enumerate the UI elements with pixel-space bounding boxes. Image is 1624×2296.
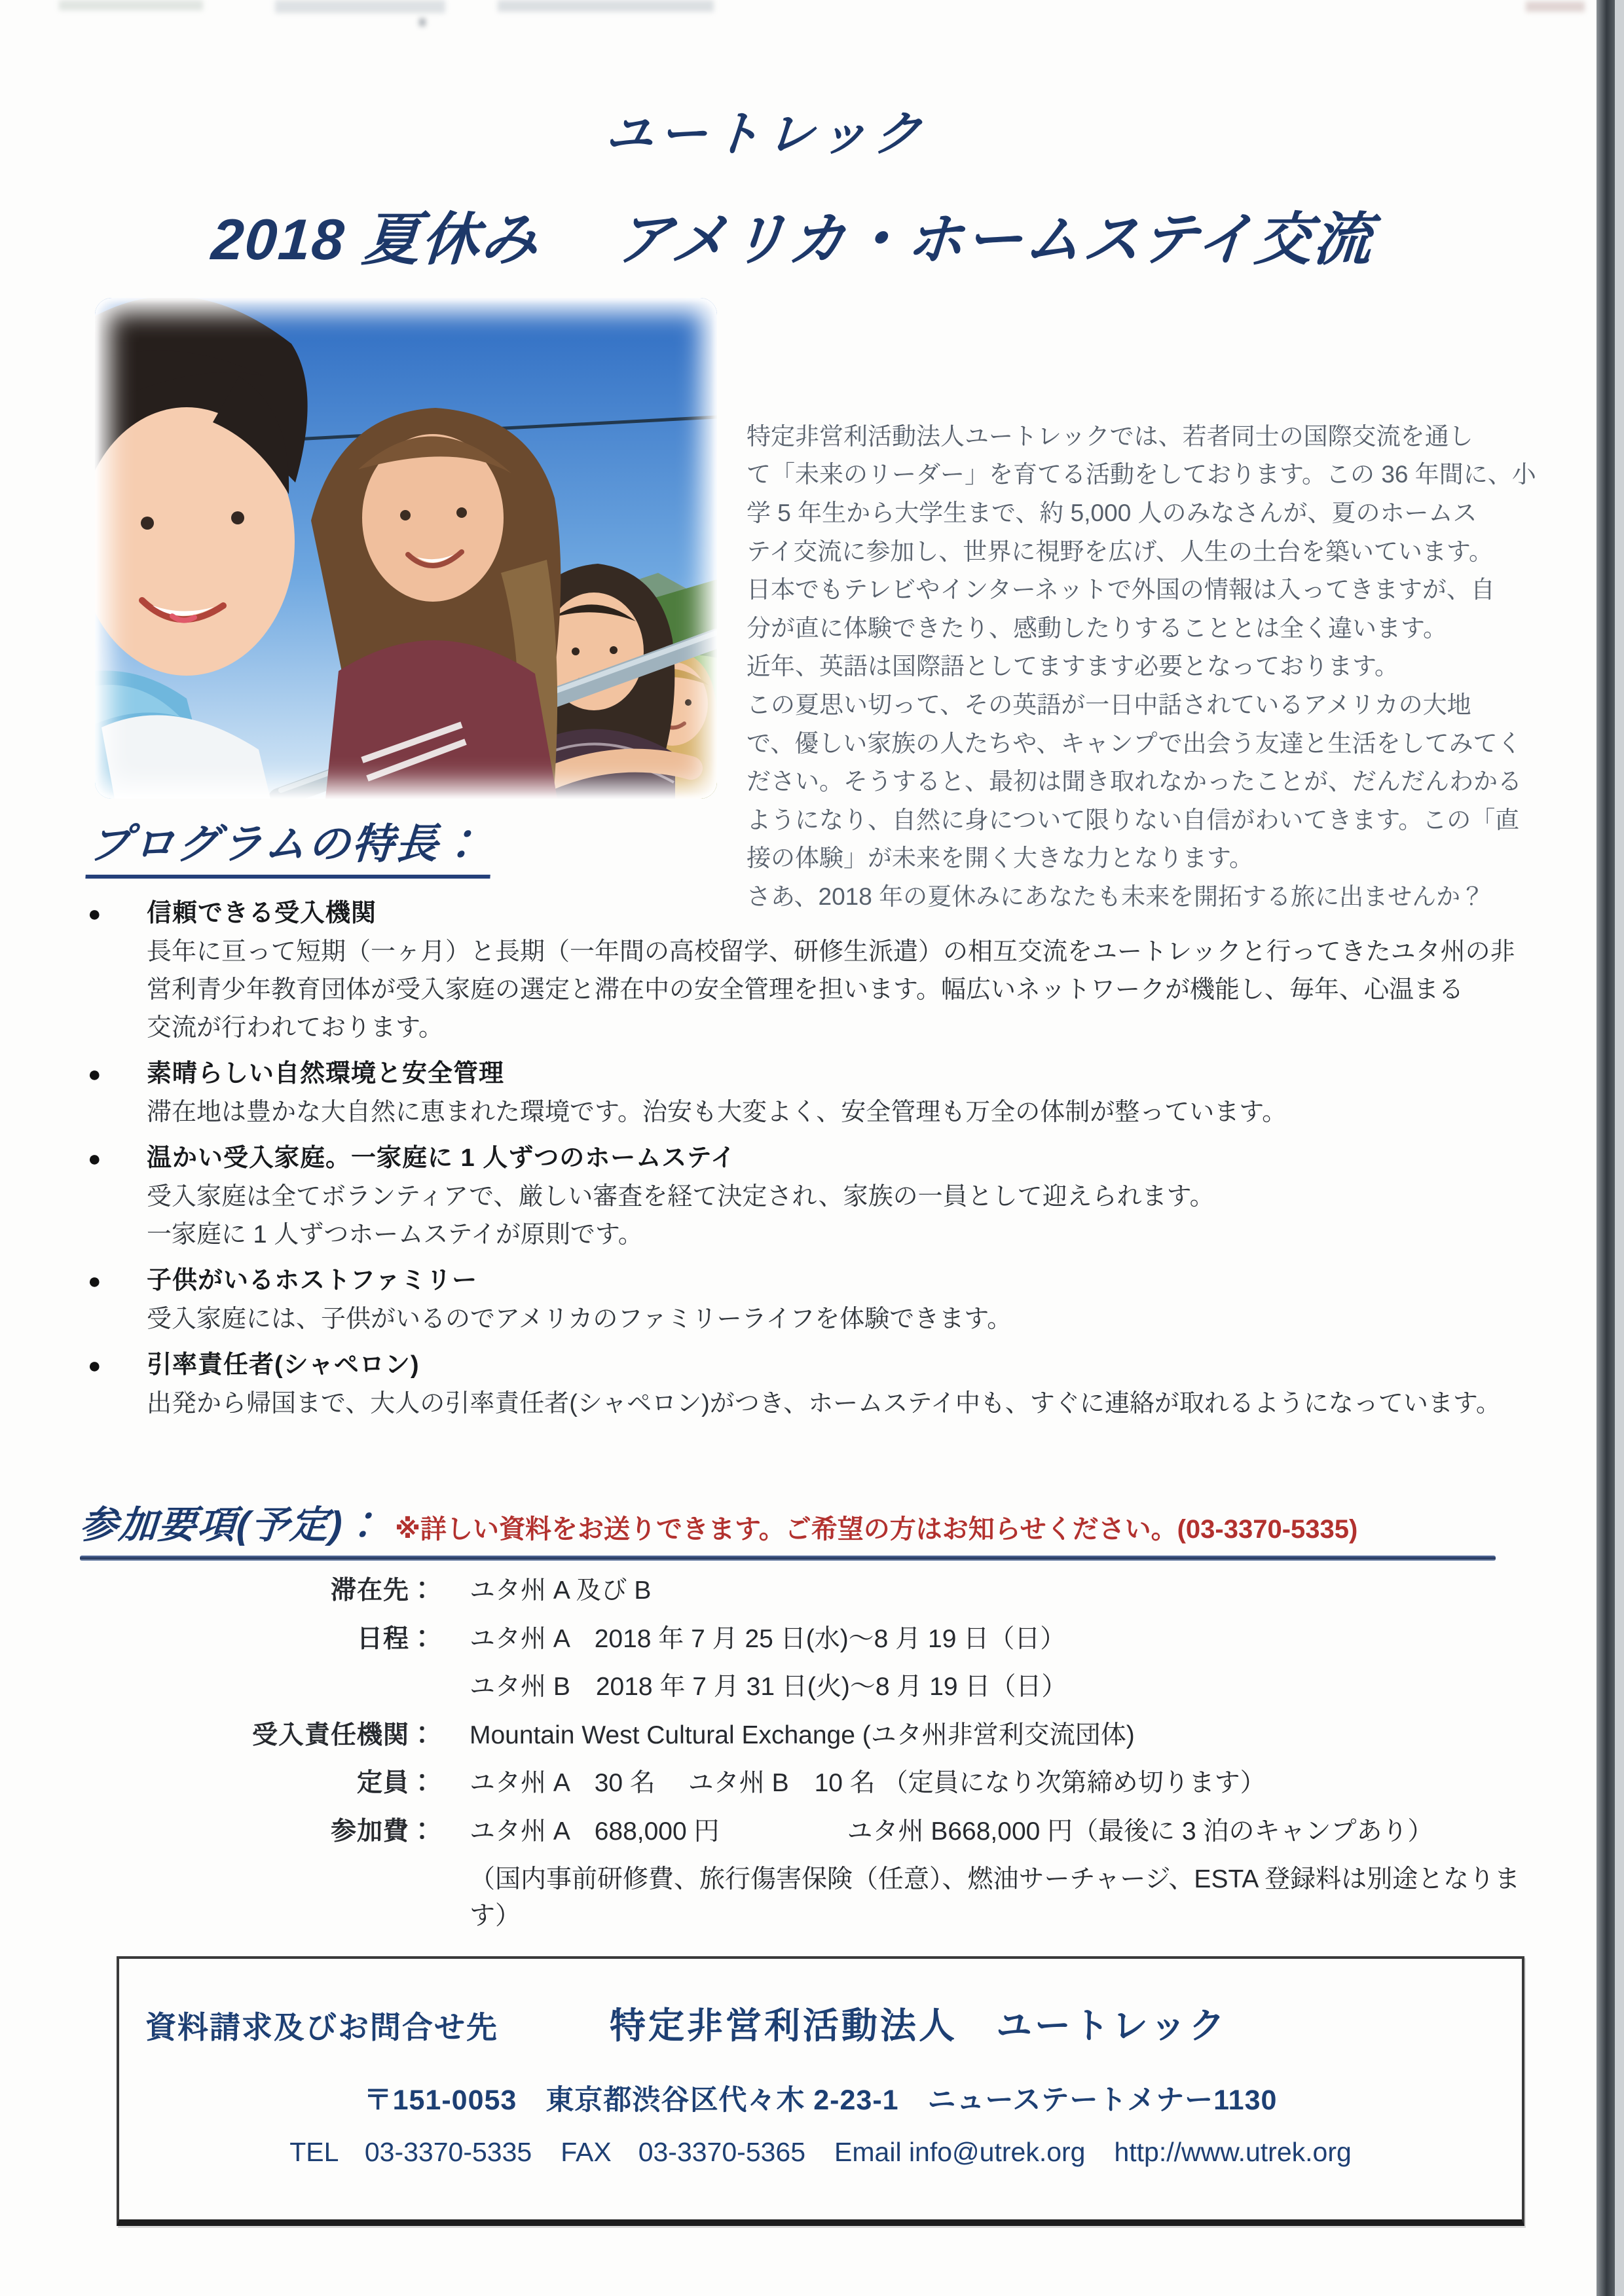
table-row xyxy=(79,1618,1545,1667)
intro-line: 特定非営利活動法人ユートレックでは、若者同士の国際交流を通し xyxy=(747,422,1473,450)
contact-tel-line xyxy=(119,2130,1522,2169)
feature-item xyxy=(88,1346,1574,1423)
feature-text xyxy=(147,933,1574,1047)
feature-text xyxy=(147,1300,1574,1338)
bullet-icon: ● xyxy=(88,1062,101,1087)
table-row xyxy=(79,1859,1545,1930)
row-value: ユタ州 A 688,000 円 ユタ州 B668,000 円（最後に 3 泊のキャンプあり） xyxy=(470,1817,1433,1846)
scan-edge-dark xyxy=(1596,0,1615,2296)
feature-text xyxy=(147,1178,1574,1254)
text-line: 滞在地は豊かな大自然に恵まれた環境です。治安も大変よく、安全管理も万全の体制が整っています。 xyxy=(147,1099,1287,1126)
feature-item xyxy=(88,894,1574,1047)
row-label: 滞在先： xyxy=(330,1576,435,1605)
feature-title: 温かい受入家庭。一家庭に 1 人ずつのホームステイ xyxy=(147,1144,736,1172)
table-row xyxy=(79,1762,1545,1811)
scan-smudge xyxy=(498,0,714,12)
feature-title: 信頼できる受入機関 xyxy=(147,900,377,927)
row-value: ユタ州 A 2018 年 7 月 25 日(水)～8 月 19 日（日） xyxy=(470,1624,1066,1653)
feature-text xyxy=(147,1385,1574,1423)
row-label: 日程： xyxy=(356,1624,435,1653)
intro-line: さあ、2018 年の夏休みにあなたも未来を開拓する旅に出ませんか？ xyxy=(747,883,1485,910)
text-line: 長年に亘って短期（一ヶ月）と長期（一年間の高校留学、研修生派遣）の相互交流をユートレックと行ってきたユタ州の非 xyxy=(147,938,1515,966)
intro-line: 分が直に体験できたり、感動したりすることとは全く違います。 xyxy=(747,614,1448,642)
scan-smudge xyxy=(419,18,426,26)
row-value: ユタ州 A 及び B xyxy=(470,1576,652,1605)
intro-line: この夏思い切って、その英語が一日中話されているアメリカの大地 xyxy=(747,691,1471,718)
feature-title: 引率責任者(シャペロン) xyxy=(147,1351,420,1379)
table-row xyxy=(79,1570,1545,1618)
participation-note-red: ※詳しい資料をお送りできます。ご希望の方はお知らせください。(03-3370-5335) xyxy=(395,1515,1358,1544)
contact-tel: TEL 03-3370-5335 xyxy=(289,2137,532,2167)
bullet-icon: ● xyxy=(88,902,101,926)
intro-line: 近年、英語は国際語としてますます必要となっております。 xyxy=(747,653,1399,680)
intro-paragraph xyxy=(747,302,1578,917)
contact-address: 〒151-0053 東京都渋谷区代々木 2-23-1 ニューステートメナー1130 xyxy=(363,2085,1278,2116)
table-row xyxy=(79,1715,1545,1763)
feature-title: 子供がいるホストファミリー xyxy=(147,1267,478,1294)
contact-box xyxy=(117,1956,1524,2226)
feature-item xyxy=(88,1139,1574,1254)
intro-line: 日本でもテレビやインターネットで外国の情報は入ってきますが、自 xyxy=(747,576,1495,604)
intro-line: 接の体験」が未来を開く大きな力となります。 xyxy=(747,845,1254,872)
participation-heading-row xyxy=(80,1494,1540,1549)
contact-label: 資料請求及びお問合せ先 xyxy=(145,2010,498,2045)
text-line: 交流が行われております。 xyxy=(147,1014,443,1042)
feature-text xyxy=(147,1093,1574,1131)
intro-line: ださい。そうすると、最初は聞き取れなかったことが、だんだんわかる xyxy=(747,768,1522,795)
horizontal-rule xyxy=(80,1556,1496,1561)
intro-line: 学 5 年生から大学生まで、約 5,000 人のみなさんが、夏のホームス xyxy=(747,499,1477,526)
bullet-icon: ● xyxy=(88,1269,101,1294)
feature-title: 素晴らしい自然環境と安全管理 xyxy=(147,1060,505,1087)
text-line: 出発から帰国まで、大人の引率責任者(シャペロン)がつき、ホームステイ中も、すぐに連絡が取れるようになっています。 xyxy=(147,1390,1501,1417)
intro-line: テイ交流に参加し、世界に視野を広げ、人生の土台を築いています。 xyxy=(747,538,1493,565)
contact-url: http://www.utrek.org xyxy=(1114,2137,1352,2167)
row-value: ユタ州 A 30 名 ユタ州 B 10 名 （定員になり次第締め切ります） xyxy=(470,1769,1266,1797)
contact-email: Email info@utrek.org xyxy=(834,2137,1086,2167)
feature-item xyxy=(88,1055,1574,1131)
contact-org-name: 特定非営利活動法人 ユートレック xyxy=(610,2005,1228,2046)
main-title: 2018 夏休み アメリカ・ホームステイ交流 xyxy=(209,207,1375,272)
scan-smudge xyxy=(59,0,203,10)
org-title: ユートレック xyxy=(603,107,929,161)
scan-smudge xyxy=(275,0,445,13)
photo-illustration xyxy=(95,298,717,799)
text-line: 一家庭に 1 人ずつホームステイが原則です。 xyxy=(147,1221,643,1248)
participation-heading: 参加要項(予定)： xyxy=(78,1504,384,1546)
table-row xyxy=(79,1811,1545,1859)
intro-line: て「未来のリーダー」を育てる活動をしております。この 36 年間に、小 xyxy=(747,461,1536,488)
scan-edge xyxy=(1615,0,1624,2296)
text-line: 受入家庭には、子供がいるのでアメリカのファミリーライフを体験できます。 xyxy=(147,1305,1012,1333)
text-line: 受入家庭は全てボランティアで、厳しい審査を経て決定され、家族の一員として迎えられます。 xyxy=(147,1183,1215,1211)
intro-line: ようになり、自然に身について限りない自信がわいてきます。この「直 xyxy=(747,806,1520,833)
participation-details-table xyxy=(79,1570,1545,1930)
contact-fax: FAX 03-3370-5365 xyxy=(561,2137,806,2167)
row-value: （国内事前研修費、旅行傷害保険（任意）、燃油サーチャージ、ESTA 登録料は別途となります） xyxy=(470,1865,1521,1930)
row-label: 参加費： xyxy=(330,1817,435,1846)
scan-smudge xyxy=(1526,1,1585,12)
homestay-selfie-photo xyxy=(95,298,717,799)
row-label: 定員： xyxy=(356,1769,435,1797)
table-row xyxy=(79,1666,1545,1715)
row-value: Mountain West Cultural Exchange (ユタ州非営利交流団体) xyxy=(470,1721,1135,1749)
feature-item xyxy=(88,1262,1574,1338)
bullet-icon: ● xyxy=(88,1146,101,1171)
row-value: ユタ州 B 2018 年 7 月 31 日(火)～8 月 19 日（日） xyxy=(470,1673,1067,1701)
row-label: 受入責任機関： xyxy=(251,1721,435,1749)
text-line: 営利青少年教育団体が受入家庭の選定と滞在中の安全管理を担います。幅広いネットワークが機能し、毎年、心温まる xyxy=(147,976,1464,1004)
features-list xyxy=(88,894,1574,1430)
bullet-icon: ● xyxy=(88,1353,101,1378)
features-heading: プログラムの特長： xyxy=(85,811,495,879)
intro-line: で、優しい家族の人たちや、キャンプで出会う友達と生活をしてみてく xyxy=(747,729,1522,757)
